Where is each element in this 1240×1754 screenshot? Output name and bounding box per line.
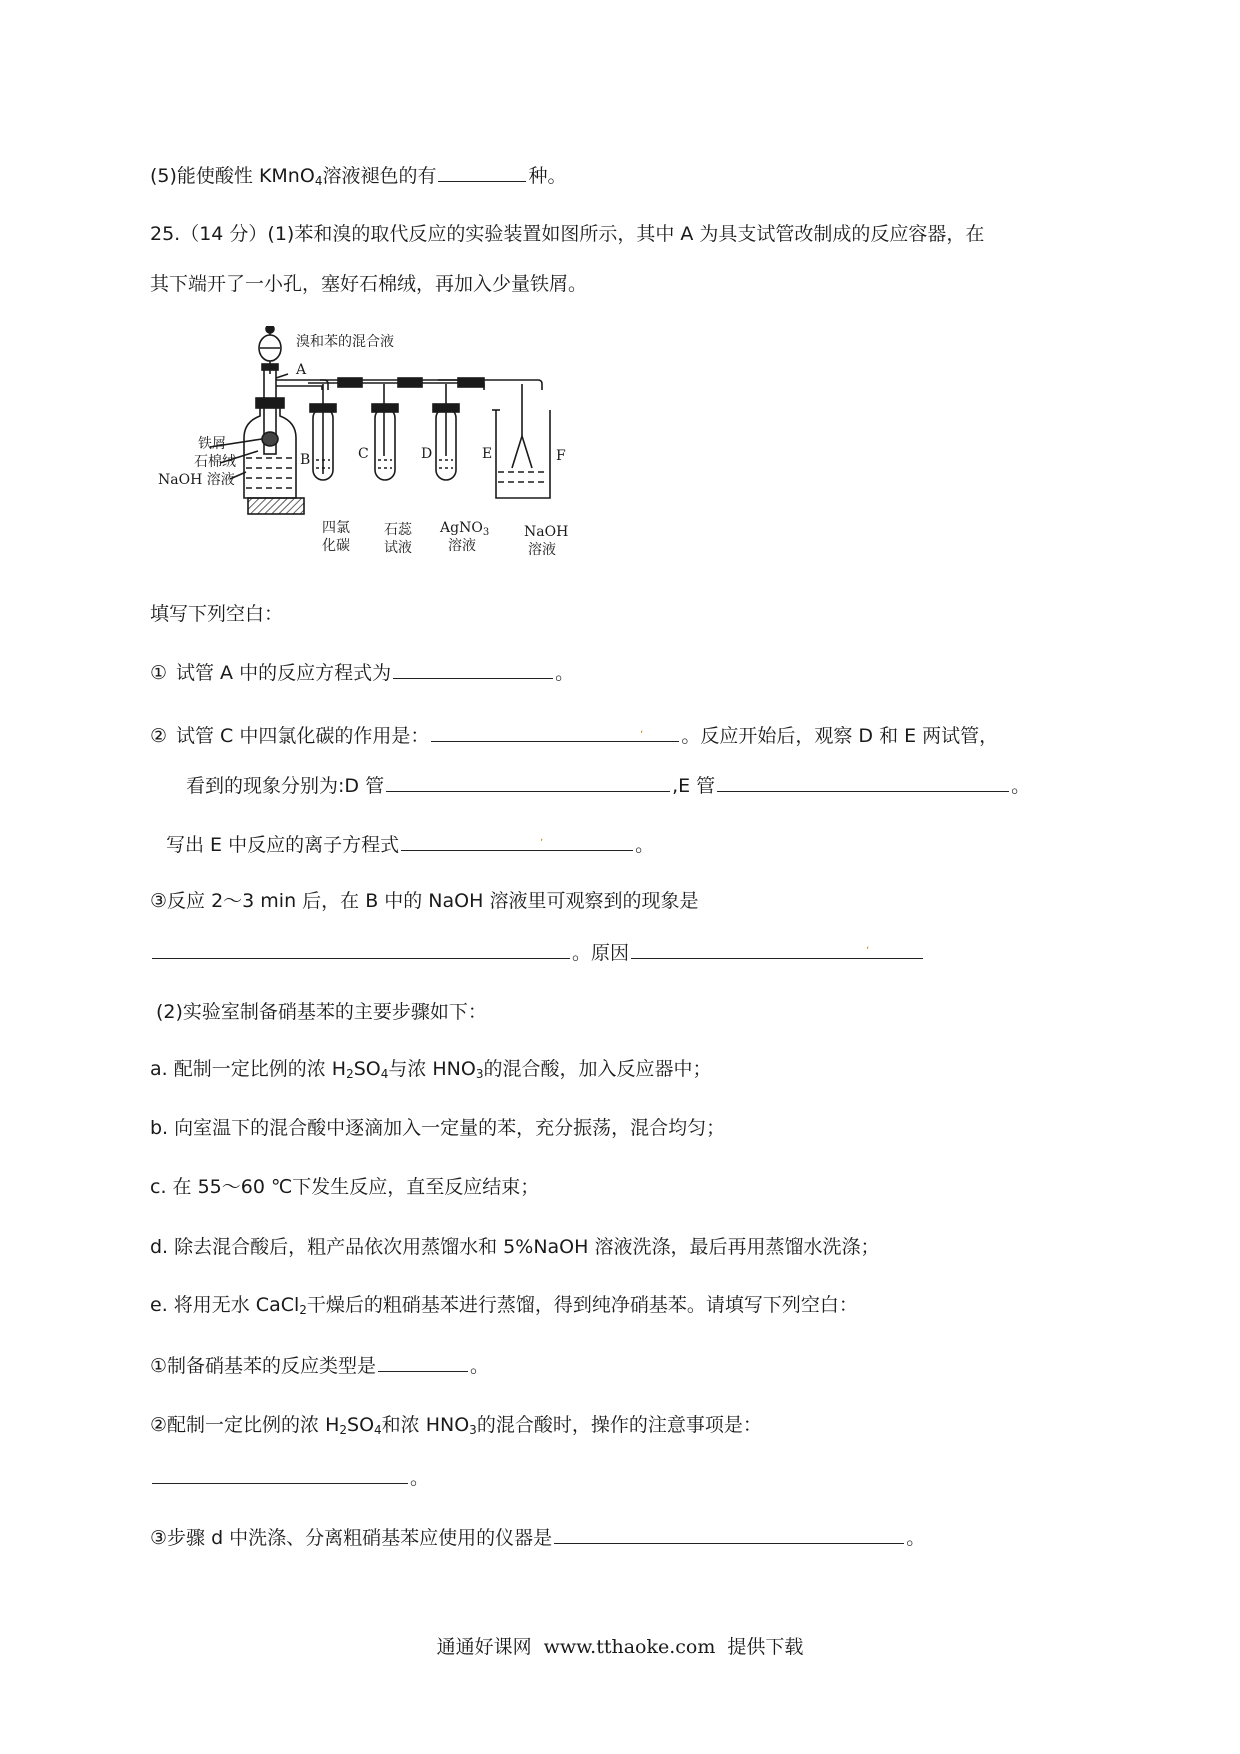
- flask-b: [244, 406, 296, 498]
- label-c-reagent-1: 四氯: [322, 520, 350, 536]
- part2-question-2-answer: 。: [150, 1465, 429, 1490]
- part2-question-1: ①制备硝基苯的反应类型是 。: [150, 1355, 490, 1377]
- label-d-reagent-2: 试液: [384, 540, 412, 556]
- answer-blank-phenomenon[interactable]: [152, 940, 570, 959]
- answer-blank-e[interactable]: [717, 773, 1009, 792]
- part2-title: (2)实验室制备硝基苯的主要步骤如下：: [156, 1001, 487, 1023]
- label-a: A: [296, 362, 307, 378]
- label-f-reagent-1: NaOH: [524, 524, 569, 540]
- stray-mark: ʼ: [866, 946, 870, 957]
- footer-action: 提供下载: [727, 1636, 804, 1658]
- answer-blank[interactable]: [401, 832, 633, 851]
- q5-line: (5)能使酸性 KMnO$_4$溶液褪色的有 种。: [150, 165, 567, 188]
- answer-blank-reason[interactable]: [631, 940, 923, 959]
- step-b: b. 向室温下的混合酸中逐滴加入一定量的苯，充分振荡，混合均匀；: [150, 1117, 726, 1139]
- q25-intro-line1: 25.（14 分）(1)苯和溴的取代反应的实验装置如图所示，其中 A 为具支试管改制成的反应容器，在: [150, 223, 985, 245]
- question-3-line2: 。原因: [150, 940, 925, 965]
- label-naoh-b: NaOH 溶液: [158, 472, 235, 488]
- question-2-line3: 写出 E 中反应的离子方程式 。: [166, 834, 655, 856]
- fill-instruction: 填写下列空白：: [150, 603, 284, 625]
- label-e: E: [482, 446, 493, 462]
- answer-blank[interactable]: [378, 1353, 468, 1372]
- experiment-apparatus-figure: [148, 326, 588, 566]
- label-e-reagent-2: 溶液: [448, 538, 476, 554]
- step-d: d. 除去混合酸后，粗产品依次用蒸馏水和 5%NaOH 溶液洗涤，最后再用蒸馏水洗涤；: [150, 1236, 880, 1258]
- step-a: a. 配制一定比例的浓 $H_2SO_4$与浓 $HNO_3$的混合酸，加入反应器中；: [150, 1058, 712, 1081]
- answer-blank[interactable]: [393, 660, 553, 679]
- step-c: c. 在 55～60 ℃下发生反应，直至反应结束；: [150, 1176, 540, 1198]
- q5-text: (5)能使酸性 KMnO: [150, 165, 315, 187]
- question-1: ① 试管 A 中的反应方程式为 。: [150, 662, 575, 684]
- answer-blank[interactable]: [554, 1525, 904, 1544]
- stray-mark: ʼ: [540, 838, 544, 849]
- stray-mark: ʼ: [640, 730, 644, 741]
- label-iron-filings: 铁屑: [198, 436, 226, 452]
- question-3-line1: ③反应 2～3 min 后，在 B 中的 NaOH 溶液里可观察到的现象是: [150, 890, 699, 912]
- label-d-reagent-1: 石蕊: [384, 522, 412, 538]
- beaker-f: [496, 410, 550, 498]
- label-d: D: [421, 446, 433, 462]
- label-b: B: [300, 452, 311, 468]
- part2-question-2: ②配制一定比例的浓 $H_2SO_4$和浓 $HNO_3$的混合酸时，操作的注意事项是：: [150, 1414, 762, 1437]
- label-e-reagent-1: AgNO$_3$: [440, 520, 490, 538]
- label-c-reagent-2: 化碳: [322, 538, 350, 554]
- label-bromine-benzene-mix: 溴和苯的混合液: [296, 334, 394, 350]
- label-f-reagent-2: 溶液: [528, 542, 556, 558]
- answer-blank[interactable]: [438, 163, 526, 182]
- question-2-line2: 看到的现象分别为:D 管 ,E 管 。: [186, 775, 1031, 797]
- footer-url[interactable]: www.tthaoke.com: [543, 1636, 716, 1658]
- page-footer: [0, 1632, 1240, 1659]
- part2-question-3: ③步骤 d 中洗涤、分离粗硝基苯应使用的仪器是 。: [150, 1527, 926, 1549]
- label-asbestos: 石棉绒: [194, 454, 236, 470]
- label-f: F: [556, 448, 566, 464]
- answer-blank-d[interactable]: [386, 773, 670, 792]
- tube-d: [375, 408, 395, 480]
- q25-intro-line2: 其下端开了一小孔，塞好石棉绒，再加入少量铁屑。: [150, 273, 588, 295]
- step-e: e. 将用无水 CaCl$_2$干燥后的粗硝基苯进行蒸馏，得到纯净硝基苯。请填写下列空白：: [150, 1294, 858, 1317]
- label-c: C: [358, 446, 369, 462]
- question-2-line1: ② 试管 C 中四氯化碳的作用是： 。反应开始后，观察 D 和 E 两试管，: [150, 725, 999, 747]
- footer-site: 通通好课网: [436, 1636, 532, 1658]
- stand-base: [248, 498, 304, 514]
- answer-blank[interactable]: [152, 1465, 408, 1484]
